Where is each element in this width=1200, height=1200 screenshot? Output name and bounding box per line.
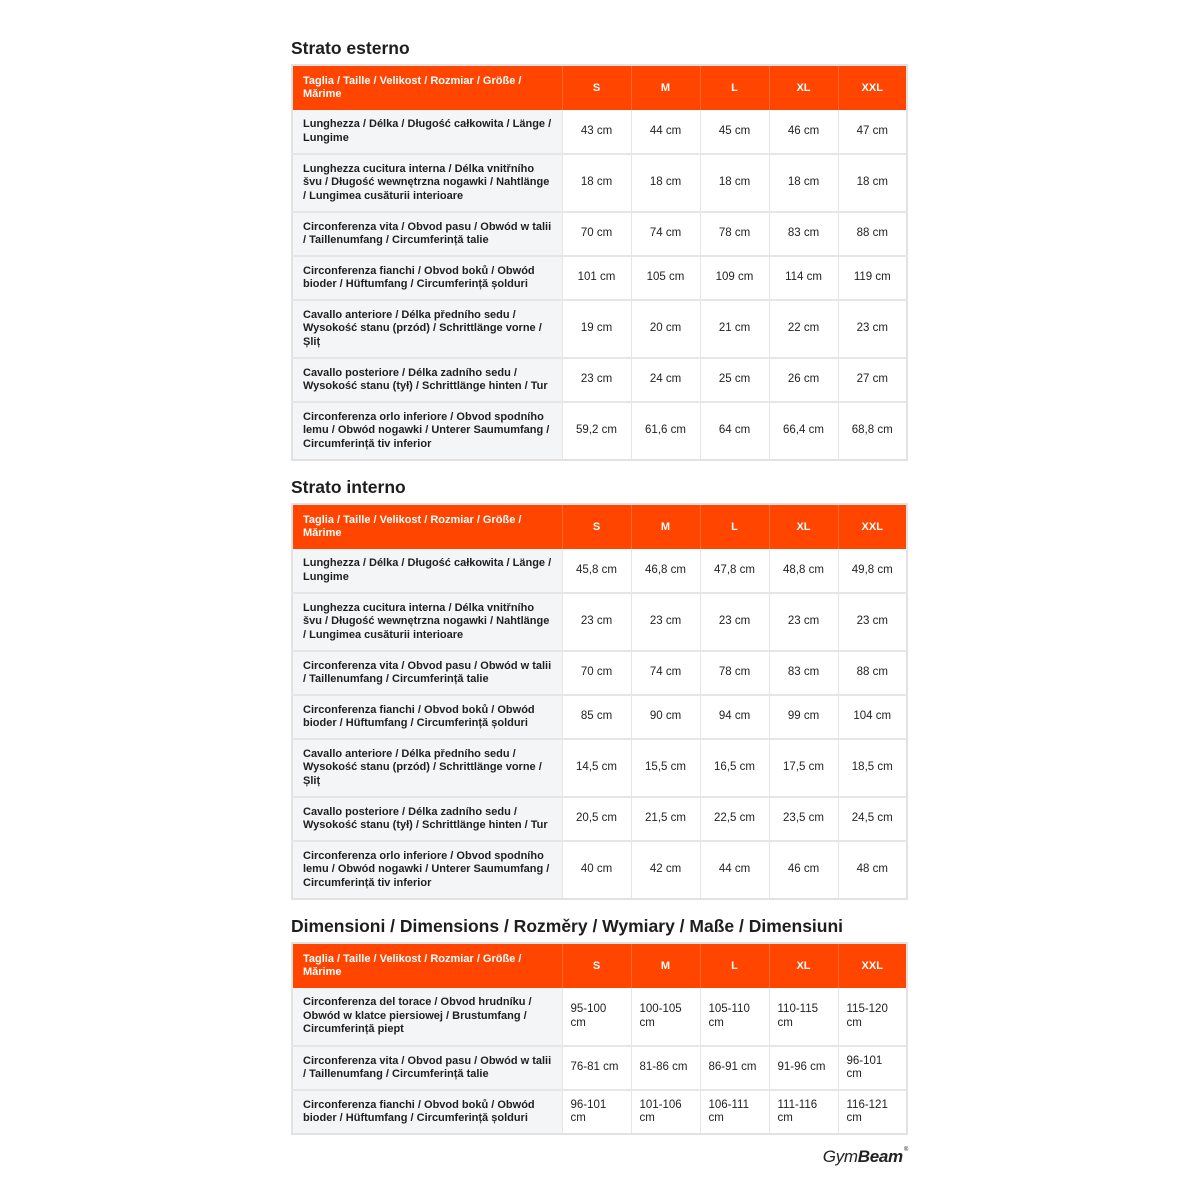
table-cell: 22,5 cm <box>700 797 769 841</box>
table-cell: 20,5 cm <box>562 797 631 841</box>
table-cell: 104 cm <box>838 695 907 739</box>
table-cell: 21 cm <box>700 300 769 358</box>
table-row <box>292 797 907 841</box>
table-row <box>292 212 907 256</box>
table-cell: 116-121 cm <box>838 1090 907 1134</box>
row-label: Circonferenza fianchi / Obvod boků / Obwód bioder / Hüftumfang / Circumferință șolduri <box>292 256 562 300</box>
table-cell: 88 cm <box>838 212 907 256</box>
table-cell: 18 cm <box>838 154 907 212</box>
row-label: Cavallo posteriore / Délka zadního sedu / Wysokość stanu (tył) / Schrittlänge hinten / Tur <box>292 358 562 402</box>
table-row <box>292 110 907 154</box>
header-size-xl: XL <box>769 943 838 988</box>
row-label: Cavallo anteriore / Délka předního sedu / Wysokość stanu (przód) / Schrittlänge vorne / Șliț <box>292 300 562 358</box>
row-label: Circonferenza fianchi / Obvod boků / Obwód bioder / Hüftumfang / Circumferință șolduri <box>292 1090 562 1134</box>
table-cell: 66,4 cm <box>769 402 838 460</box>
table-cell: 74 cm <box>631 212 700 256</box>
header-size-xxl: XXL <box>838 504 907 549</box>
header-size-xl: XL <box>769 65 838 110</box>
table-cell: 27 cm <box>838 358 907 402</box>
table-cell: 25 cm <box>700 358 769 402</box>
table-cell: 45,8 cm <box>562 549 631 593</box>
table-cell: 19 cm <box>562 300 631 358</box>
table-cell: 45 cm <box>700 110 769 154</box>
table-cell: 23 cm <box>562 358 631 402</box>
table-cell: 23 cm <box>700 593 769 651</box>
table-row <box>292 300 907 358</box>
table-cell: 91-96 cm <box>769 1046 838 1090</box>
table-cell: 21,5 cm <box>631 797 700 841</box>
table-cell: 46,8 cm <box>631 549 700 593</box>
table-cell: 17,5 cm <box>769 739 838 797</box>
table-header-row <box>292 65 907 110</box>
table-row <box>292 593 907 651</box>
table-cell: 14,5 cm <box>562 739 631 797</box>
table-cell: 48,8 cm <box>769 549 838 593</box>
table-cell: 24,5 cm <box>838 797 907 841</box>
table-row <box>292 651 907 695</box>
table-row <box>292 841 907 899</box>
table-cell: 114 cm <box>769 256 838 300</box>
table-cell: 48 cm <box>838 841 907 899</box>
table-cell: 68,8 cm <box>838 402 907 460</box>
row-label: Circonferenza del torace / Obvod hrudníku / Obwód w klatce piersiowej / Brustumfang / Circumferință piept <box>292 988 562 1046</box>
table-cell: 81-86 cm <box>631 1046 700 1090</box>
table-cell: 105-110 cm <box>700 988 769 1046</box>
row-label: Circonferenza vita / Obvod pasu / Obwód w talii / Taillenumfang / Circumferință talie <box>292 651 562 695</box>
table-cell: 119 cm <box>838 256 907 300</box>
header-size-label: Taglia / Taille / Velikost / Rozmiar / Größe / Mărime <box>292 504 562 549</box>
table-cell: 18 cm <box>631 154 700 212</box>
table-cell: 47,8 cm <box>700 549 769 593</box>
brand-logo <box>823 1147 908 1167</box>
table-cell: 16,5 cm <box>700 739 769 797</box>
header-size-l: L <box>700 504 769 549</box>
header-size-xl: XL <box>769 504 838 549</box>
row-label: Circonferenza vita / Obvod pasu / Obwód w talii / Taillenumfang / Circumferință talie <box>292 212 562 256</box>
table-cell: 24 cm <box>631 358 700 402</box>
header-size-m: M <box>631 504 700 549</box>
table-cell: 74 cm <box>631 651 700 695</box>
row-label: Lunghezza / Délka / Długość całkowita / Länge / Lungime <box>292 110 562 154</box>
table-row <box>292 695 907 739</box>
table-cell: 47 cm <box>856 124 888 137</box>
table-row <box>292 1090 907 1134</box>
header-size-xxl: XXL <box>838 65 907 110</box>
table-cell: 76-81 cm <box>562 1046 631 1090</box>
table-cell: 23 cm <box>838 593 907 651</box>
table-row <box>292 739 907 797</box>
table-cell: 96-101 cm <box>562 1090 631 1134</box>
header-size-m: M <box>631 943 700 988</box>
table-cell: 15,5 cm <box>631 739 700 797</box>
header-size-s: S <box>562 504 631 549</box>
table-cell: 101 cm <box>562 256 631 300</box>
table-cell: 90 cm <box>631 695 700 739</box>
table-cell: 94 cm <box>700 695 769 739</box>
table-cell: 20 cm <box>631 300 700 358</box>
table-cell: 83 cm <box>769 651 838 695</box>
table-header-row <box>292 504 907 549</box>
table-cell: 42 cm <box>631 841 700 899</box>
table-cell: 23 cm <box>562 593 631 651</box>
table-cell: 18,5 cm <box>838 739 907 797</box>
table-cell: 22 cm <box>769 300 838 358</box>
table-cell: 78 cm <box>700 212 769 256</box>
section-title-inner-layer: Strato interno <box>291 477 406 497</box>
section-title-outer-layer: Strato esterno <box>291 38 410 58</box>
table-cell: 106-111 cm <box>700 1090 769 1134</box>
table-cell: 44 cm <box>631 110 700 154</box>
row-label: Lunghezza / Délka / Długość całkowita / Länge / Lungime <box>292 549 562 593</box>
brand-logo-part1: Gym <box>822 1147 858 1166</box>
table-cell: 23 cm <box>769 593 838 651</box>
outer-layer-table <box>291 64 908 461</box>
header-size-l: L <box>700 65 769 110</box>
table-cell: 43 cm <box>562 110 631 154</box>
header-size-label: Taglia / Taille / Velikost / Rozmiar / Größe / Mărime <box>292 943 562 988</box>
table-row <box>292 154 907 212</box>
row-label: Cavallo anteriore / Délka předního sedu / Wysokość stanu (przód) / Schrittlänge vorne / Șliț <box>292 739 562 797</box>
table-cell: 96-101 cm <box>838 1046 907 1090</box>
table-cell: 18 cm <box>562 154 631 212</box>
table-cell: 100-105 cm <box>631 988 700 1046</box>
table-header-row <box>292 943 907 988</box>
brand-logo-part2: Beam <box>857 1147 903 1166</box>
table-cell: 23 cm <box>631 593 700 651</box>
table-cell: 46 cm <box>769 841 838 899</box>
table-cell: 86-91 cm <box>700 1046 769 1090</box>
table-row <box>292 549 907 593</box>
table-cell: 70 cm <box>562 212 631 256</box>
table-cell: 49,8 cm <box>851 563 893 576</box>
table-row <box>292 1046 907 1090</box>
size-chart-page <box>291 36 908 1135</box>
row-label: Circonferenza orlo inferiore / Obvod spodního lemu / Obwód nogawki / Unterer Saumumfang / Circumferință tiv inferior <box>292 841 562 899</box>
header-size-m: M <box>631 65 700 110</box>
table-cell: 64 cm <box>700 402 769 460</box>
table-cell: 115-120 cm <box>846 1003 888 1029</box>
inner-layer-table <box>291 503 908 900</box>
table-cell: 78 cm <box>700 651 769 695</box>
table-cell: 23,5 cm <box>769 797 838 841</box>
table-cell: 18 cm <box>769 154 838 212</box>
table-row <box>292 988 907 1046</box>
header-size-label: Taglia / Taille / Velikost / Rozmiar / Größe / Mărime <box>292 65 562 110</box>
table-cell: 105 cm <box>631 256 700 300</box>
header-size-xxl: XXL <box>838 943 907 988</box>
table-row <box>292 402 907 460</box>
row-label: Cavallo posteriore / Délka zadního sedu / Wysokość stanu (tył) / Schrittlänge hinten / Tur <box>292 797 562 841</box>
table-cell: 101-106 cm <box>631 1090 700 1134</box>
table-cell: 85 cm <box>562 695 631 739</box>
row-label: Circonferenza fianchi / Obvod boků / Obwód bioder / Hüftumfang / Circumferință șolduri <box>292 695 562 739</box>
table-cell: 99 cm <box>769 695 838 739</box>
header-size-s: S <box>562 943 631 988</box>
table-cell: 23 cm <box>838 300 907 358</box>
table-cell: 26 cm <box>769 358 838 402</box>
table-row <box>292 358 907 402</box>
dimensions-table <box>291 942 908 1135</box>
table-cell: 61,6 cm <box>631 402 700 460</box>
table-cell: 59,2 cm <box>562 402 631 460</box>
row-label: Circonferenza orlo inferiore / Obvod spodního lemu / Obwód nogawki / Unterer Saumumfang / Circumferință tiv inferior <box>292 402 562 460</box>
table-cell: 46 cm <box>769 110 838 154</box>
table-row <box>292 256 907 300</box>
table-cell: 109 cm <box>700 256 769 300</box>
header-size-l: L <box>700 943 769 988</box>
table-cell: 40 cm <box>562 841 631 899</box>
table-cell: 110-115 cm <box>769 988 838 1046</box>
row-label: Lunghezza cucitura interna / Délka vnitřního švu / Długość wewnętrzna nogawki / Nahtlänge / Lungimea cusăturii interioare <box>292 154 562 212</box>
table-cell: 83 cm <box>769 212 838 256</box>
section-title-dimensions: Dimensioni / Dimensions / Rozměry / Wymiary / Maße / Dimensiuni <box>291 916 844 936</box>
row-label: Lunghezza cucitura interna / Délka vnitřního švu / Długość wewnętrzna nogawki / Nahtlänge / Lungimea cusăturii interioare <box>292 593 562 651</box>
table-cell: 18 cm <box>700 154 769 212</box>
table-cell: 88 cm <box>838 651 907 695</box>
table-cell: 44 cm <box>700 841 769 899</box>
table-cell: 95-100 cm <box>562 988 631 1046</box>
table-cell: 111-116 cm <box>769 1090 838 1134</box>
row-label: Circonferenza vita / Obvod pasu / Obwód w talii / Taillenumfang / Circumferință talie <box>292 1046 562 1090</box>
brand-registered-mark: ® <box>903 1147 908 1153</box>
header-size-s: S <box>562 65 631 110</box>
table-cell: 70 cm <box>562 651 631 695</box>
